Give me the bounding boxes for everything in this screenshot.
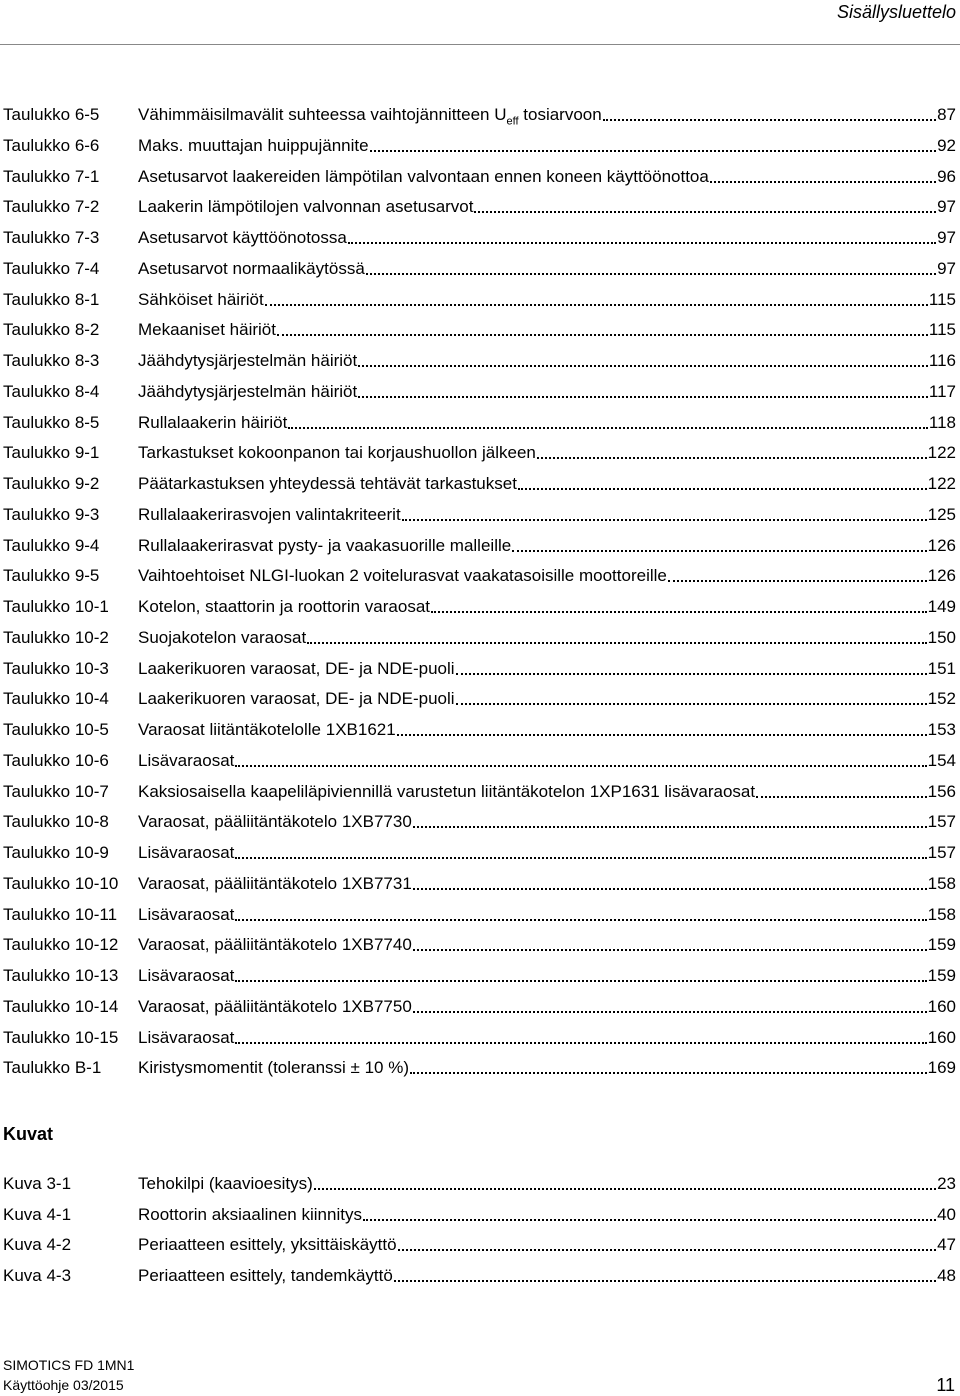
toc-dot-leader bbox=[474, 211, 936, 213]
toc-entry[interactable] bbox=[3, 592, 956, 622]
toc-entry-number: Taulukko 7-3 bbox=[3, 228, 100, 247]
toc-entry[interactable] bbox=[3, 777, 956, 807]
toc-dot-leader bbox=[358, 396, 928, 398]
toc-entry-page: 115 bbox=[928, 320, 956, 340]
toc-entry-page: 47 bbox=[937, 1235, 956, 1255]
toc-entry-title: Kotelon, staattorin ja roottorin varaosat bbox=[138, 597, 430, 616]
toc-entry-page: 157 bbox=[927, 843, 956, 862]
toc-entry[interactable] bbox=[3, 715, 956, 745]
toc-dot-leader bbox=[235, 919, 926, 921]
toc-entry[interactable] bbox=[3, 838, 956, 868]
toc-dot-leader bbox=[235, 857, 926, 859]
footer-document-info: Käyttöohje 03/2015 bbox=[3, 1377, 124, 1393]
toc-entry-page: 154 bbox=[927, 750, 956, 770]
toc-dot-leader bbox=[348, 242, 936, 244]
toc-entry-number: Taulukko 10-7 bbox=[3, 781, 109, 801]
toc-entry-number: Taulukko 10-1 bbox=[3, 597, 109, 616]
toc-entry-number: Taulukko 8-4 bbox=[3, 381, 100, 401]
toc-entry-page: 118 bbox=[928, 412, 956, 432]
toc-dot-leader bbox=[235, 1042, 926, 1044]
toc-entry-title: Varaosat, pääliitäntäkotelo 1XB7750 bbox=[138, 996, 412, 1016]
toc-entry-title: Asetusarvot käyttöönotossa bbox=[138, 228, 347, 247]
figures-section-heading: Kuvat bbox=[3, 1124, 54, 1144]
toc-entry-page: 156 bbox=[927, 781, 956, 801]
toc-entry-number: Taulukko 9-5 bbox=[3, 566, 100, 586]
toc-entry-title: Varaosat, pääliitäntäkotelo 1XB7730 bbox=[138, 812, 412, 832]
toc-entry-page: 159 bbox=[927, 966, 956, 985]
toc-entry[interactable] bbox=[3, 961, 956, 991]
toc-entry-number: Taulukko 6-5 bbox=[3, 105, 100, 124]
toc-entry[interactable] bbox=[3, 469, 956, 499]
toc-entry-number: Taulukko 7-2 bbox=[3, 197, 100, 217]
toc-entry[interactable] bbox=[3, 377, 956, 407]
toc-entry-number: Taulukko 10-14 bbox=[3, 996, 119, 1016]
footer-page-number: 11 bbox=[936, 1375, 955, 1395]
toc-dot-leader bbox=[512, 550, 926, 552]
running-header-title: Sisällysluettelo bbox=[836, 2, 956, 22]
toc-entry[interactable] bbox=[3, 285, 956, 315]
toc-entry[interactable] bbox=[3, 1023, 956, 1053]
toc-entry-title: Varaosat liitäntäkotelolle 1XB1621 bbox=[138, 720, 396, 739]
toc-entry[interactable] bbox=[3, 869, 956, 899]
toc-dot-leader bbox=[756, 796, 927, 798]
toc-entry-number: Taulukko 9-2 bbox=[3, 474, 100, 493]
toc-entry[interactable] bbox=[3, 254, 956, 284]
toc-entry-title: Vaihtoehtoiset NLGI-luokan 2 voitelurasvat vaakatasoisille moottoreille bbox=[138, 566, 667, 586]
toc-entry[interactable] bbox=[3, 992, 956, 1022]
toc-dot-leader bbox=[413, 1011, 927, 1013]
toc-dot-leader bbox=[265, 304, 928, 306]
toc-entry[interactable] bbox=[3, 1230, 956, 1260]
toc-entry[interactable] bbox=[3, 1200, 956, 1230]
toc-entry-title: Tehokilpi (kaavioesitys) bbox=[138, 1174, 313, 1193]
toc-entry-number: Taulukko 10-9 bbox=[3, 843, 109, 862]
toc-entry[interactable] bbox=[3, 531, 956, 561]
toc-entry-page: 92 bbox=[937, 135, 956, 155]
toc-entry-title: Varaosat, pääliitäntäkotelo 1XB7731 bbox=[138, 873, 412, 893]
toc-dot-leader bbox=[537, 457, 927, 459]
toc-entry[interactable] bbox=[3, 315, 956, 345]
toc-entry-page: 160 bbox=[927, 996, 956, 1016]
toc-entry-number: Taulukko 9-3 bbox=[3, 504, 100, 524]
toc-entry-title: Rullalaakerirasvat pysty- ja vaakasuorille malleille bbox=[138, 535, 512, 555]
toc-entry-page: 116 bbox=[928, 351, 956, 370]
toc-dot-leader bbox=[710, 181, 936, 183]
toc-entry-title: Lisävaraosat bbox=[138, 750, 235, 770]
toc-entry-title: Varaosat, pääliitäntäkotelo 1XB7740 bbox=[138, 935, 412, 955]
toc-dot-leader bbox=[518, 488, 927, 490]
toc-dot-leader bbox=[456, 673, 927, 675]
toc-entry[interactable] bbox=[3, 100, 956, 130]
toc-entry-title: Lisävaraosat bbox=[138, 904, 235, 924]
toc-entry[interactable] bbox=[3, 346, 956, 376]
toc-entry-title: Tarkastukset kokoonpanon tai korjaushuollon jälkeen bbox=[138, 443, 536, 463]
toc-dot-leader bbox=[370, 150, 936, 152]
toc-entry[interactable] bbox=[3, 1053, 956, 1083]
toc-entry[interactable] bbox=[3, 654, 956, 684]
toc-dot-leader bbox=[398, 1249, 937, 1251]
toc-entry-page: 158 bbox=[927, 904, 956, 924]
toc-entry-title: Sähköiset häiriöt bbox=[138, 289, 264, 309]
toc-entry-page: 122 bbox=[927, 443, 956, 463]
toc-entry-number: Taulukko 10-6 bbox=[3, 750, 109, 770]
toc-entry-number: Taulukko 10-11 bbox=[3, 904, 118, 924]
toc-entry-page: 97 bbox=[937, 197, 956, 217]
toc-entry-title: Jäähdytysjärjestelmän häiriöt bbox=[138, 351, 358, 370]
toc-entry[interactable] bbox=[3, 500, 956, 530]
toc-entry-number: Taulukko 8-2 bbox=[3, 320, 100, 340]
toc-entry-number: Taulukko 10-12 bbox=[3, 935, 119, 955]
toc-entry[interactable] bbox=[3, 1261, 956, 1291]
toc-entry-number: Taulukko 7-1 bbox=[3, 166, 100, 186]
toc-entry-page: 159 bbox=[927, 935, 956, 955]
toc-entry-title: Lisävaraosat bbox=[138, 966, 235, 985]
toc-entry-page: 96 bbox=[937, 166, 956, 186]
toc-entry-title: Päätarkastuksen yhteydessä tehtävät tarkastukset bbox=[138, 474, 517, 493]
toc-entry-number: Taulukko B-1 bbox=[3, 1058, 102, 1078]
toc-entry[interactable] bbox=[3, 930, 956, 960]
toc-entry-page: 97 bbox=[937, 228, 956, 247]
toc-entry-page: 23 bbox=[937, 1174, 956, 1193]
toc-entry-title: Maks. muuttajan huippujännite bbox=[138, 135, 369, 155]
toc-dot-leader bbox=[235, 765, 926, 767]
toc-entry-number: Taulukko 10-8 bbox=[3, 812, 109, 832]
toc-entry-title: Mekaaniset häiriöt bbox=[138, 320, 276, 340]
toc-dot-leader bbox=[314, 1188, 936, 1190]
toc-entry[interactable] bbox=[3, 192, 956, 222]
toc-dot-leader bbox=[413, 888, 927, 890]
toc-entry[interactable] bbox=[3, 561, 956, 591]
toc-entry-title: Periaatteen esittely, yksittäiskäyttö bbox=[138, 1235, 397, 1255]
toc-entry-page: 126 bbox=[927, 566, 956, 586]
toc-entry-number: Taulukko 10-3 bbox=[3, 658, 109, 678]
toc-entry-title: Laakerikuoren varaosat, DE- ja NDE-puoli bbox=[138, 658, 455, 678]
toc-dot-leader bbox=[410, 1072, 927, 1074]
toc-entry-page: 149 bbox=[927, 597, 956, 616]
toc-entry-title: Suojakotelon varaosat bbox=[138, 627, 307, 647]
toc-entry-number: Taulukko 7-4 bbox=[3, 258, 100, 278]
toc-entry-number: Kuva 4-2 bbox=[3, 1235, 72, 1255]
toc-entry[interactable] bbox=[3, 807, 956, 837]
toc-entry-page: 160 bbox=[927, 1027, 956, 1047]
toc-entry-page: 122 bbox=[927, 474, 956, 493]
toc-entry-page: 115 bbox=[928, 289, 956, 309]
toc-entry-page: 158 bbox=[927, 873, 956, 893]
toc-entry-page: 169 bbox=[927, 1058, 956, 1078]
toc-entry-number: Kuva 4-1 bbox=[3, 1204, 72, 1224]
toc-entry-page: 157 bbox=[927, 812, 956, 832]
toc-dot-leader bbox=[402, 519, 927, 521]
toc-dot-leader bbox=[668, 580, 927, 582]
toc-entry-title: Kaksiosaisella kaapeliläpiviennillä varustetun liitäntäkotelon 1XP1631 lisävaraosat bbox=[138, 781, 756, 801]
toc-entry-title: Kiristysmomentit (toleranssi ± 10 %) bbox=[138, 1058, 410, 1078]
toc-dot-leader bbox=[413, 949, 927, 951]
toc-entry[interactable] bbox=[3, 223, 956, 253]
toc-entry[interactable] bbox=[3, 162, 956, 192]
toc-entry-number: Taulukko 6-6 bbox=[3, 135, 100, 155]
toc-entry[interactable] bbox=[3, 408, 956, 438]
toc-entry-page: 117 bbox=[928, 381, 956, 401]
toc-entry[interactable] bbox=[3, 684, 956, 714]
toc-entry-number: Taulukko 10-2 bbox=[3, 627, 109, 647]
toc-entry-title: Lisävaraosat bbox=[138, 843, 235, 862]
toc-dot-leader bbox=[235, 980, 926, 982]
toc-entry-number: Kuva 4-3 bbox=[3, 1266, 72, 1286]
toc-dot-leader bbox=[277, 334, 928, 336]
toc-entry[interactable] bbox=[3, 746, 956, 776]
toc-entry-title: Rullalaakerirasvojen valintakriteerit bbox=[138, 504, 401, 524]
toc-dot-leader bbox=[431, 611, 927, 613]
toc-entry-page: 153 bbox=[927, 720, 956, 739]
toc-entry-number: Taulukko 8-1 bbox=[3, 289, 100, 309]
toc-dot-leader bbox=[307, 642, 926, 644]
toc-entry-title: Periaatteen esittely, tandemkäyttö bbox=[138, 1266, 393, 1286]
toc-entry-page: 125 bbox=[927, 504, 956, 524]
toc-entry-number: Taulukko 10-10 bbox=[3, 873, 119, 893]
toc-entry[interactable] bbox=[3, 1169, 956, 1199]
toc-dot-leader bbox=[363, 1219, 936, 1221]
header-divider bbox=[0, 44, 960, 45]
footer-product-name: SIMOTICS FD 1MN1 bbox=[3, 1357, 135, 1373]
toc-entry-title: Asetusarvot laakereiden lämpötilan valvontaan ennen koneen käyttöönottoa bbox=[138, 166, 709, 186]
toc-entry-number: Taulukko 8-5 bbox=[3, 412, 100, 432]
toc-entry-number: Taulukko 10-5 bbox=[3, 720, 109, 739]
toc-entry[interactable] bbox=[3, 131, 956, 161]
toc-entry-number: Taulukko 9-4 bbox=[3, 535, 100, 555]
toc-entry-number: Taulukko 10-13 bbox=[3, 966, 119, 985]
toc-dot-leader bbox=[413, 826, 927, 828]
toc-entry[interactable] bbox=[3, 900, 956, 930]
toc-dot-leader bbox=[456, 703, 927, 705]
toc-entry-title: Rullalaakerin häiriöt bbox=[138, 412, 288, 432]
toc-entry-page: 87 bbox=[937, 105, 956, 124]
toc-dot-leader bbox=[366, 273, 936, 275]
toc-entry-page: 48 bbox=[937, 1266, 956, 1286]
toc-entry-page: 97 bbox=[937, 258, 956, 278]
toc-entry-number: Taulukko 9-1 bbox=[3, 443, 100, 463]
toc-dot-leader bbox=[358, 365, 928, 367]
toc-entry-number: Kuva 3-1 bbox=[3, 1174, 72, 1193]
toc-dot-leader bbox=[288, 427, 928, 429]
toc-dot-leader bbox=[397, 734, 927, 736]
toc-entry-title: Roottorin aksiaalinen kiinnitys bbox=[138, 1204, 362, 1224]
toc-entry-page: 40 bbox=[937, 1204, 956, 1224]
toc-entry-title: Vähimmäisilmavälit suhteessa vaihtojännitteen $U_{eff}$ tosiarvoon bbox=[138, 105, 602, 128]
toc-entry[interactable] bbox=[3, 438, 956, 468]
toc-entry-page: 151 bbox=[927, 658, 956, 678]
toc-entry-title: Asetusarvot normaalikäytössä bbox=[138, 258, 365, 278]
toc-entry[interactable] bbox=[3, 623, 956, 653]
toc-entry-subscript: eff bbox=[506, 115, 519, 128]
toc-entry-page: 152 bbox=[927, 689, 956, 709]
toc-entry-title: Laakerin lämpötilojen valvonnan asetusarvot bbox=[138, 197, 474, 217]
toc-entry-page: 126 bbox=[927, 535, 956, 555]
toc-dot-leader bbox=[603, 119, 936, 121]
toc-entry-title: Jäähdytysjärjestelmän häiriöt bbox=[138, 381, 358, 401]
toc-entry-page: 150 bbox=[927, 627, 956, 647]
toc-entry-number: Taulukko 8-3 bbox=[3, 351, 100, 370]
toc-entry-number: Taulukko 10-4 bbox=[3, 689, 109, 709]
toc-entry-number: Taulukko 10-15 bbox=[3, 1027, 119, 1047]
toc-entry-title: Lisävaraosat bbox=[138, 1027, 235, 1047]
toc-entry-title: Laakerikuoren varaosat, DE- ja NDE-puoli bbox=[138, 689, 455, 709]
toc-dot-leader bbox=[394, 1280, 936, 1282]
